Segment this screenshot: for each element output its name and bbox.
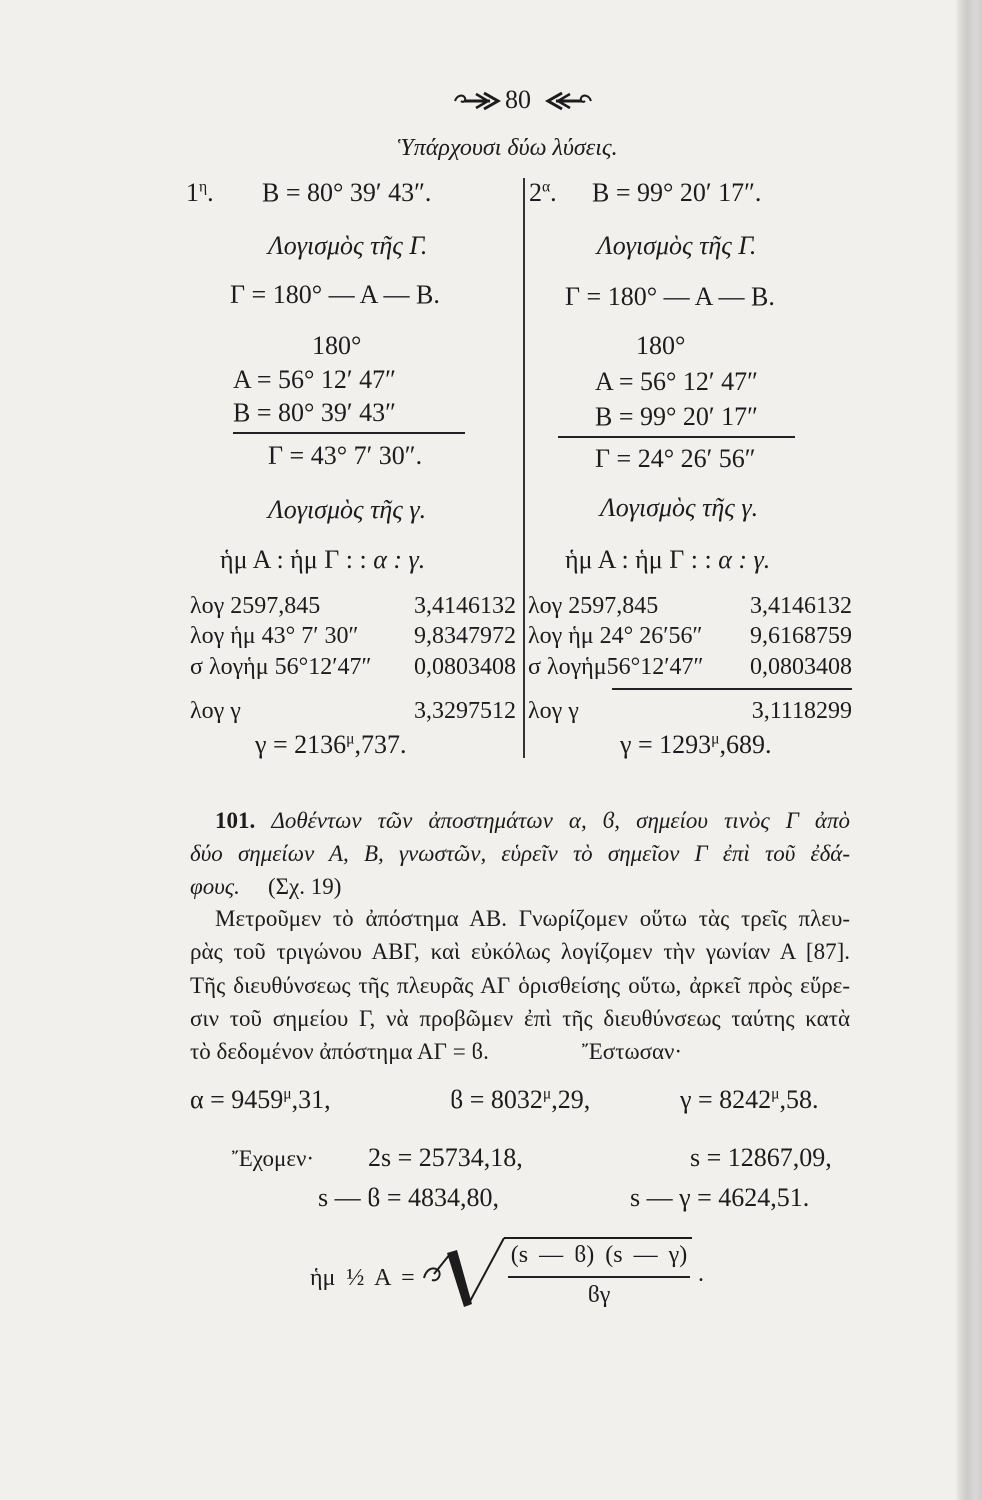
unit-meter-sup: μ: [346, 730, 355, 748]
problem-line: [190, 842, 850, 865]
figure-reference: (Σχ. 19): [268, 874, 342, 899]
page-edge-shadow: [956, 0, 982, 1500]
sine-proportion: [565, 547, 770, 573]
angle-b-value: Β = 80° 39′ 43″.: [262, 178, 432, 207]
problem-number: 101.: [215, 808, 256, 833]
log-value: 3,3297512: [414, 698, 516, 724]
sum-rule: [612, 688, 852, 690]
log-value: 9,6168759: [750, 623, 852, 649]
fraction-bar: [508, 1276, 690, 1278]
body-text: Μετροῦμεν τὸ ἀπόστημα ΑΒ. Γνωρίζομεν οὕτω τὰς τρεῖς πλευ-: [215, 906, 850, 931]
solution-label: [529, 180, 557, 206]
s-minus-c: s — γ = 4624,51.: [630, 1183, 810, 1212]
lead-in: Ἔστωσαν·: [582, 1039, 683, 1064]
value-number: ϐ = 8032: [450, 1085, 543, 1114]
proportion-left: ἡμ Α : ἡμ Γ : :: [220, 545, 367, 574]
sum-rule: [233, 432, 465, 434]
given-value: [190, 1087, 331, 1113]
angle-b-line: Β = 99° 20′ 17″: [595, 402, 758, 431]
body-line: [190, 1007, 850, 1030]
log-label: λογ ἡμ 43° 7′ 30″: [190, 623, 359, 649]
log-value: 9,8347972: [414, 623, 516, 649]
calc-c-title: Λογισμὸς τῆς Γ.: [268, 231, 428, 260]
body-text: Τῆς διευθύνσεως τῆς πλευρᾶς ΑΓ ὁρισθείσης οὕτω, ἀρκεῖ πρὸς εὕρε-: [190, 973, 850, 998]
sum-rule: [558, 436, 795, 438]
solution-label: [186, 180, 214, 206]
double-semiperimeter: 2s = 25734,18,: [368, 1143, 523, 1172]
log-value: 3,1118299: [751, 698, 852, 724]
angle-a-line: Α = 56° 12′ 47″: [595, 367, 758, 396]
angle-total: 180°: [636, 331, 686, 360]
angle-total: 180°: [312, 331, 362, 360]
angle-c-result: Γ = 43° 7′ 30″.: [268, 441, 423, 470]
given-value: [680, 1087, 819, 1113]
log-label: λογ γ: [528, 698, 579, 724]
intro-heading: Ὑπάρχουσι δύω λύσεις.: [398, 135, 618, 161]
unit-meter-sup: μ: [711, 730, 720, 748]
page-number: 80: [505, 85, 531, 114]
result-number: γ = 2136: [255, 730, 347, 759]
problem-statement: Δοθέντων τῶν ἀποστημάτων α, ϐ, σημείου τινὸς Γ ἀπὸ: [271, 808, 851, 833]
fraction-denominator: ϐγ: [587, 1282, 611, 1308]
log-label: λογ γ: [190, 698, 241, 724]
calc-side-c-title: Λογισμὸς τῆς γ.: [600, 493, 759, 522]
result-number: γ = 1293: [620, 730, 712, 759]
log-label: λογ 2597,845: [528, 593, 659, 619]
log-value: 0,0803408: [750, 654, 852, 680]
problem-statement: δύο σημείων Α, Β, γνωστῶν, εὑρεῖν τὸ σημεῖον Γ ἐπὶ τοῦ ἐδά-: [190, 841, 850, 866]
fleuron-left-icon: [452, 90, 502, 116]
value-decimals: ,58.: [779, 1085, 819, 1114]
fleuron-right-icon: [544, 90, 594, 116]
calc-side-c-title: Λογισμὸς τῆς γ.: [268, 495, 427, 524]
log-label: λογ 2597,845: [190, 593, 321, 619]
value-decimals: ,29,: [551, 1085, 591, 1114]
log-label: σ λογἡμ56°12′47″: [528, 654, 704, 680]
problem-statement: φους.: [190, 874, 240, 899]
unit-meter-sup: μ: [283, 1085, 292, 1103]
solution-label-dot: .: [207, 178, 214, 207]
angle-c-formula: Γ = 180° — Α — Β.: [230, 280, 440, 309]
body-text: ρὰς τοῦ τριγώνου ΑΒΓ, καὶ εὐκόλως λογίζομεν τὴν γωνίαν Α [87].: [190, 939, 850, 964]
semiperimeter: s = 12867,09,: [690, 1143, 832, 1172]
angle-b-line: Β = 80° 39′ 43″: [233, 398, 396, 427]
result-decimals: ,689.: [719, 730, 772, 759]
log-label: σ λογἡμ 56°12′47″: [190, 654, 372, 680]
formula-end: .: [698, 1261, 704, 1287]
log-value: 3,4146132: [414, 593, 516, 619]
solution-number: 2: [529, 178, 542, 207]
proportion-right: α : γ.: [373, 545, 426, 574]
sine-proportion: [220, 547, 425, 573]
value-number: α = 9459: [190, 1085, 284, 1114]
body-line: [215, 907, 850, 930]
unit-meter-sup: μ: [771, 1085, 780, 1103]
angle-b-value: Β = 99° 20′ 17″.: [592, 178, 762, 207]
unit-meter-sup: μ: [542, 1085, 552, 1103]
body-line: [190, 974, 850, 997]
solution-label-dot: .: [550, 178, 557, 207]
side-c-result: [620, 732, 772, 758]
body-text: σιν τοῦ σημείου Γ, νὰ προβῶμεν ἐπὶ τῆς διευθύνσεως ταύτης κατὰ: [190, 1006, 850, 1031]
solution-ordinal-sup: α: [542, 178, 551, 196]
s-minus-b: s — ϐ = 4834,80,: [318, 1183, 500, 1212]
derived-label: Ἔχομεν·: [232, 1146, 315, 1171]
result-decimals: ,737.: [354, 730, 407, 759]
side-c-result: [255, 732, 407, 758]
fraction-numerator: (s — ϐ) (s — γ): [510, 1242, 688, 1268]
log-label: λογ ἡμ 24° 26′56″: [528, 623, 703, 649]
solution-ordinal-sup: η: [199, 178, 208, 196]
body-text: τὸ δεδομένον ἀπόστημα ΑΓ = ϐ.: [190, 1039, 489, 1064]
proportion-left: ἡμ Α : ἡμ Γ : :: [565, 545, 712, 574]
angle-a-line: Α = 56° 12′ 47″: [233, 365, 396, 394]
angle-c-result: Γ = 24° 26′ 56″: [595, 444, 756, 473]
log-value: 3,4146132: [750, 593, 852, 619]
solution-number: 1: [186, 178, 199, 207]
value-number: γ = 8242: [680, 1085, 772, 1114]
log-value: 0,0803408: [414, 654, 516, 680]
calc-c-title: Λογισμὸς τῆς Γ.: [597, 231, 757, 260]
given-value: [450, 1087, 590, 1113]
proportion-right: α : γ.: [718, 545, 771, 574]
value-decimals: ,31,: [291, 1085, 331, 1114]
angle-c-formula: Γ = 180° — Α — Β.: [565, 282, 775, 311]
problem-line: [215, 809, 850, 832]
column-divider: [523, 178, 525, 758]
body-line: [190, 940, 850, 963]
formula-lhs: ἡμ ½ Α =: [310, 1265, 415, 1291]
